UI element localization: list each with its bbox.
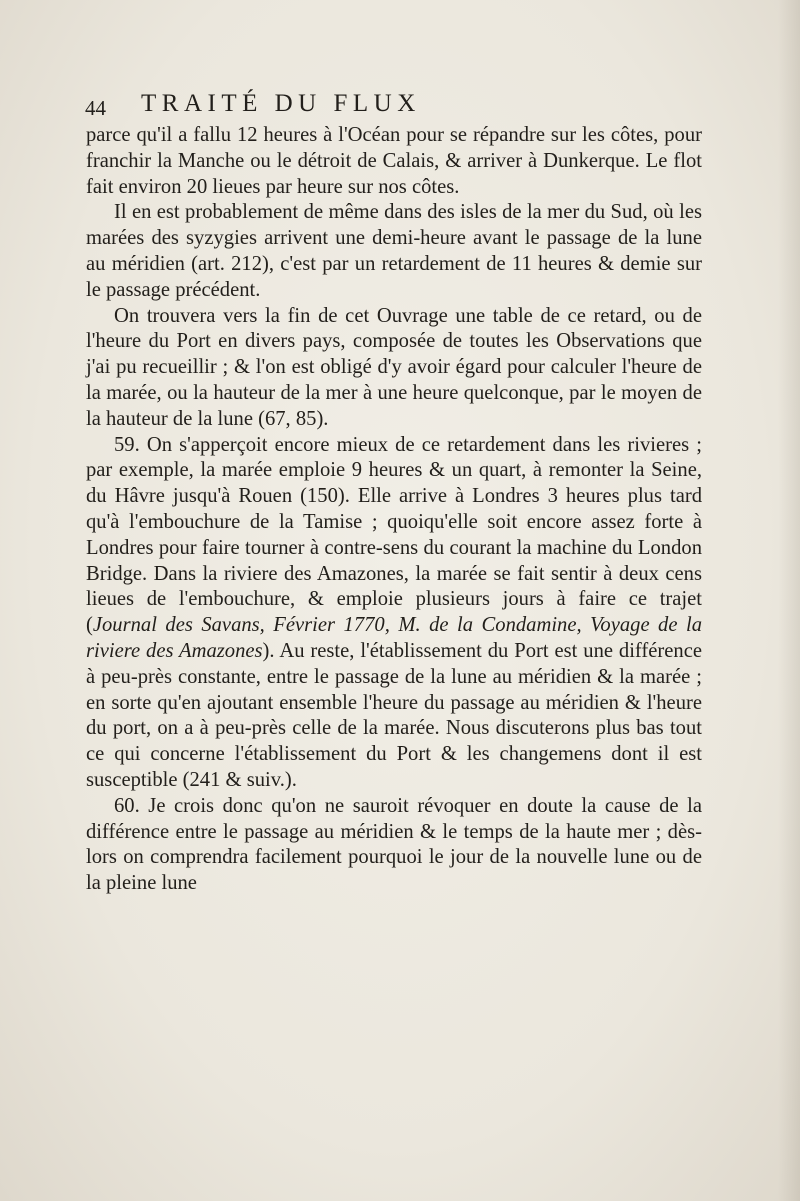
paragraph-2: Il en est probablement de même dans des isles de la mer du Sud, où les marées des syzygies arrivent une demi-heure avant le passage de la lune au méridien (art. 212), c'est par un retardement de 11 heures & demie sur le passage précédent. [86,201,702,301]
paragraph-59 [86,433,702,794]
body-text [86,123,702,897]
citation-journal-des-savans: Journal des Savans, Février 1770, M. de la Condamine, Voyage de la riviere des Amazones [86,614,702,662]
paragraph-60: 60. Je crois donc qu'on ne sauroit révoquer en doute la cause de la différence entre le passage au méridien & le temps de la haute mer ; dès-lors on comprendra facilement pourquoi le jour de la nouvelle lune ou de la pleine lune [86,794,702,895]
page-number: 44 [85,96,106,120]
paragraph-3: On trouvera vers la fin de cet Ouvrage une table de ce retard, ou de l'heure du Port en divers pays, composée de toutes les Observations que j'ai pu recueillir ; & l'on est obligé d'y avoir égard pour calculer l'heure de la marée, ou la hauteur de la mer à une heure quelconque, par le moyen de la hauteur de la lune (67, 85). [86,304,702,430]
page-edge-shadow [778,0,800,1201]
paragraph-59-continuation: ). Au reste, l'établissement du Port est une différence à peu-près constante, entre le passage de la lune au méridien & la marée ; en sorte qu'en ajoutant ensemble l'heure du passage au méridien & l'heure du port, on a à peu-près celle de la marée. Nous discuterons plus bas tout ce qui concerne l'établissement du Port & les changemens dont il est susceptible (241 & suiv.). [86,639,702,791]
paragraph-1: parce qu'il a fallu 12 heures à l'Océan pour se répandre sur les côtes, pour franchir la Manche ou le détroit de Calais, & arriver à Dunkerque. Le flot fait environ 20 lieues par heure sur nos côtes. [86,124,702,198]
running-title: TRAITÉ DU FLUX [141,90,421,117]
page-header [85,90,705,124]
paragraph-59-text: 59. On s'apperçoit encore mieux de ce retardement dans les rivieres ; par exemple, la marée emploie 9 heures & un quart, à remonter la Seine, du Hâvre jusqu'à Rouen (150). Elle arrive à Londres 3 heures plus tard qu'à l'embouchure de la Tamise ; quoiqu'elle soit encore assez forte à Londres pour faire tourner à contre-sens du courant la machine du London Bridge. Dans la riviere des Amazones, la marée se fait sentir à deux cens lieues de l'embouchure, & emploie plusieurs jours à faire ce trajet ( [86,433,702,637]
